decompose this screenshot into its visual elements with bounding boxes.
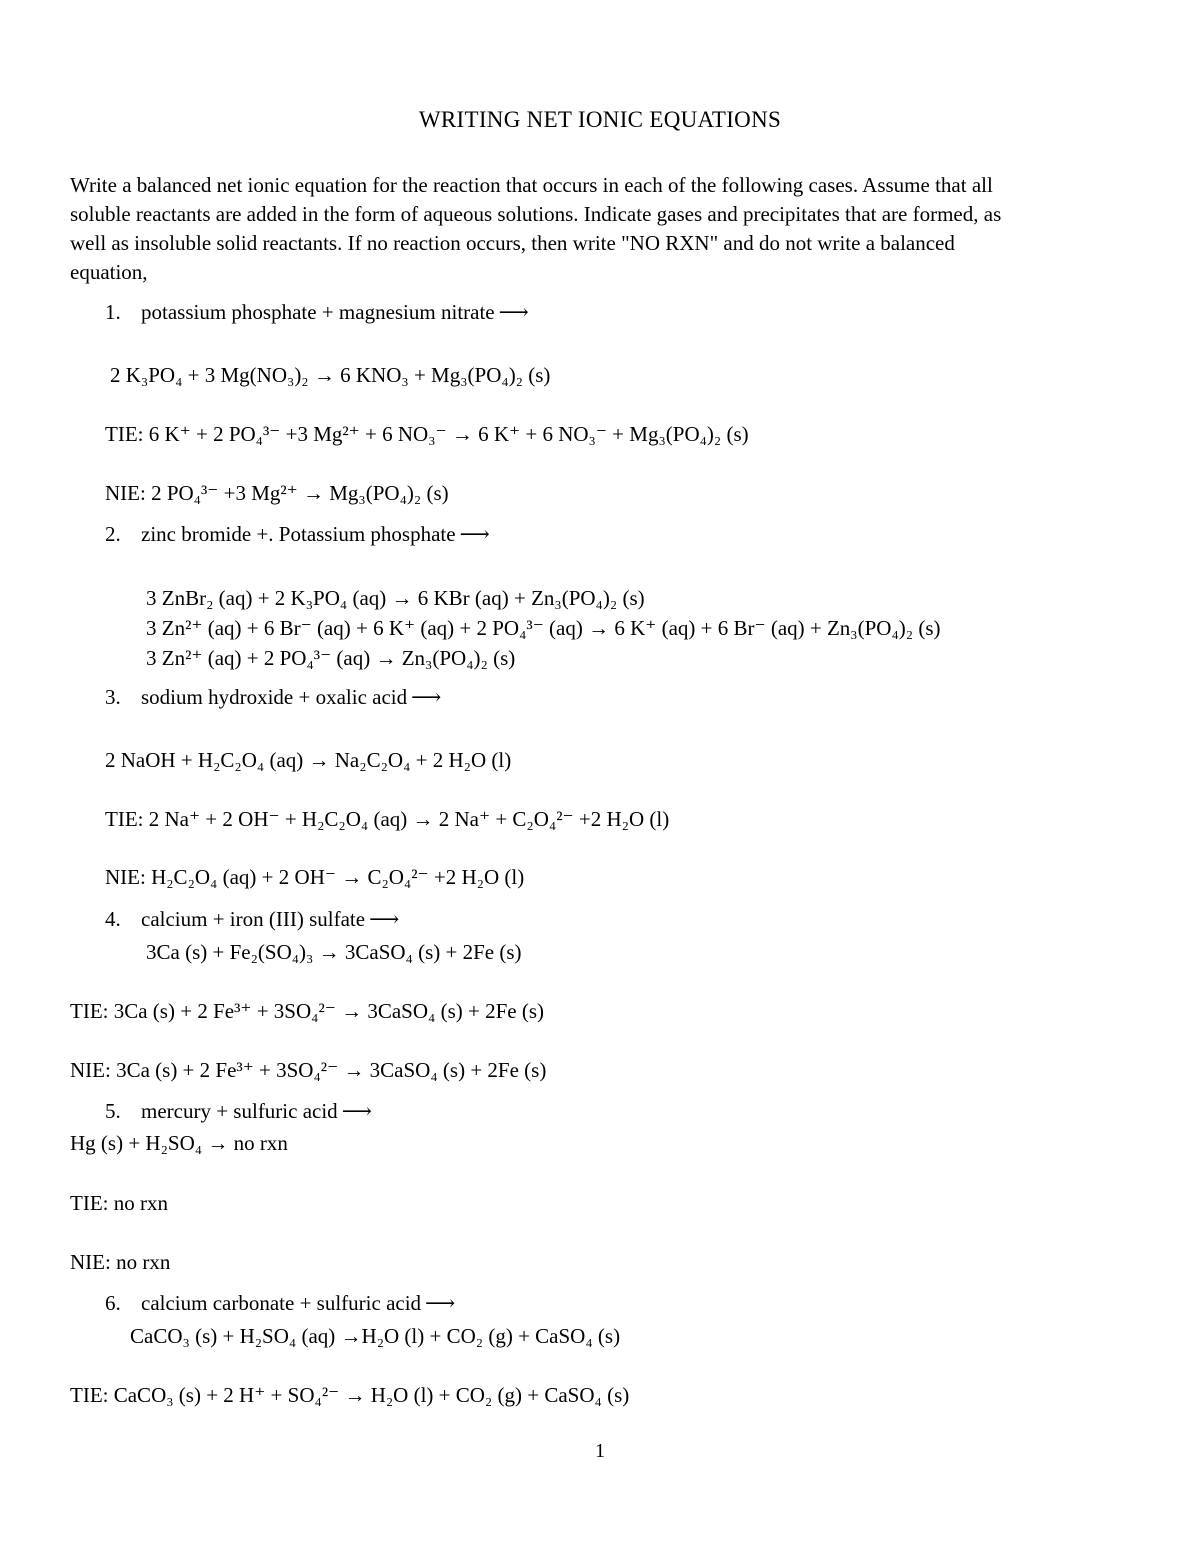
problem-number: 2. bbox=[105, 522, 121, 546]
problem-4-tie: TIE: 3Ca (s) + 2 Fe³⁺ + 3SO₄²⁻ → 3CaSO₄ (s) + 2Fe (s) bbox=[70, 999, 544, 1023]
problem-1-equation: 2 K₃PO₄ + 3 Mg(NO₃)₂ → 6 KNO₃ + Mg₃(PO₄)₂ (s) bbox=[110, 363, 551, 387]
problem-number: 5. bbox=[105, 1099, 121, 1123]
problem-5-prompt bbox=[105, 1098, 372, 1124]
reaction-arrow-icon: ⟶ bbox=[369, 907, 400, 931]
reaction-arrow-icon: ⟶ bbox=[341, 1099, 372, 1123]
problem-number: 4. bbox=[105, 907, 121, 931]
problem-number: 6. bbox=[105, 1291, 121, 1315]
problem-2-tie: 3 Zn²⁺ (aq) + 6 Br⁻ (aq) + 6 K⁺ (aq) + 2 PO₄³⁻ (aq) → 6 K⁺ (aq) + 6 Br⁻ (aq) + Zn₃(PO₄)₂ (s) bbox=[146, 616, 941, 640]
problem-3-nie: NIE: H₂C₂O₄ (aq) + 2 OH⁻ → C₂O₄²⁻ +2 H₂O (l) bbox=[105, 865, 525, 889]
problem-2-equation: 3 ZnBr₂ (aq) + 2 K₃PO₄ (aq) → 6 KBr (aq) + Zn₃(PO₄)₂ (s) bbox=[146, 586, 645, 610]
problem-2-prompt bbox=[105, 521, 490, 547]
problem-text: calcium + iron (III) sulfate bbox=[141, 907, 366, 931]
problem-2-nie: 3 Zn²⁺ (aq) + 2 PO₄³⁻ (aq) → Zn₃(PO₄)₂ (s) bbox=[146, 646, 516, 670]
reaction-arrow-icon: ⟶ bbox=[459, 522, 490, 546]
problem-text: zinc bromide +. Potassium phosphate bbox=[141, 522, 456, 546]
problem-text: mercury + sulfuric acid bbox=[141, 1099, 338, 1123]
problem-1-prompt bbox=[105, 299, 529, 325]
problem-text: potassium phosphate + magnesium nitrate bbox=[141, 300, 495, 324]
problem-5-tie: TIE: no rxn bbox=[70, 1191, 168, 1215]
problem-3-equation: 2 NaOH + H₂C₂O₄ (aq) → Na₂C₂O₄ + 2 H₂O (l) bbox=[105, 748, 512, 772]
problem-5-equation: Hg (s) + H₂SO₄ → no rxn bbox=[70, 1131, 288, 1155]
reaction-arrow-icon: ⟶ bbox=[411, 685, 442, 709]
problem-1-nie: NIE: 2 PO₄³⁻ +3 Mg²⁺ → Mg₃(PO₄)₂ (s) bbox=[105, 481, 449, 505]
page-number: 1 bbox=[595, 1440, 605, 1462]
problem-6-prompt bbox=[105, 1290, 455, 1316]
problem-text: calcium carbonate + sulfuric acid bbox=[141, 1291, 422, 1315]
problem-3-prompt bbox=[105, 684, 441, 710]
problem-number: 1. bbox=[105, 300, 121, 324]
problem-4-equation: 3Ca (s) + Fe₂(SO₄)₃ → 3CaSO₄ (s) + 2Fe (s) bbox=[146, 940, 522, 964]
problem-6-tie: TIE: CaCO₃ (s) + 2 H⁺ + SO₄²⁻ → H₂O (l) + CO₂ (g) + CaSO₄ (s) bbox=[70, 1383, 630, 1407]
page-title: WRITING NET IONIC EQUATIONS bbox=[418, 107, 782, 132]
problem-1-tie: TIE: 6 K⁺ + 2 PO₄³⁻ +3 Mg²⁺ + 6 NO₃⁻ → 6 K⁺ + 6 NO₃⁻ + Mg₃(PO₄)₂ (s) bbox=[105, 422, 749, 446]
reaction-arrow-icon: ⟶ bbox=[425, 1291, 456, 1315]
problem-6-equation: CaCO₃ (s) + H₂SO₄ (aq) →H₂O (l) + CO₂ (g) + CaSO₄ (s) bbox=[130, 1324, 621, 1348]
reaction-arrow-icon: ⟶ bbox=[498, 300, 529, 324]
problem-5-nie: NIE: no rxn bbox=[70, 1250, 171, 1274]
problem-4-prompt bbox=[105, 906, 399, 932]
problem-4-nie: NIE: 3Ca (s) + 2 Fe³⁺ + 3SO₄²⁻ → 3CaSO₄ (s) + 2Fe (s) bbox=[70, 1058, 547, 1082]
problem-3-tie: TIE: 2 Na⁺ + 2 OH⁻ + H₂C₂O₄ (aq) → 2 Na⁺ + C₂O₄²⁻ +2 H₂O (l) bbox=[105, 807, 670, 831]
problem-text: sodium hydroxide + oxalic acid bbox=[141, 685, 408, 709]
problem-number: 3. bbox=[105, 685, 121, 709]
instructions-paragraph: Write a balanced net ionic equation for the reaction that occurs in each of the following cases. Assume that all soluble reactants are added in the form of aqueous solutions. Indicate gases and precipitates that are formed, as well as insoluble solid reactants. If no reaction occurs, then write "NO RXN" and do not write a balanced equation, bbox=[70, 173, 1002, 284]
